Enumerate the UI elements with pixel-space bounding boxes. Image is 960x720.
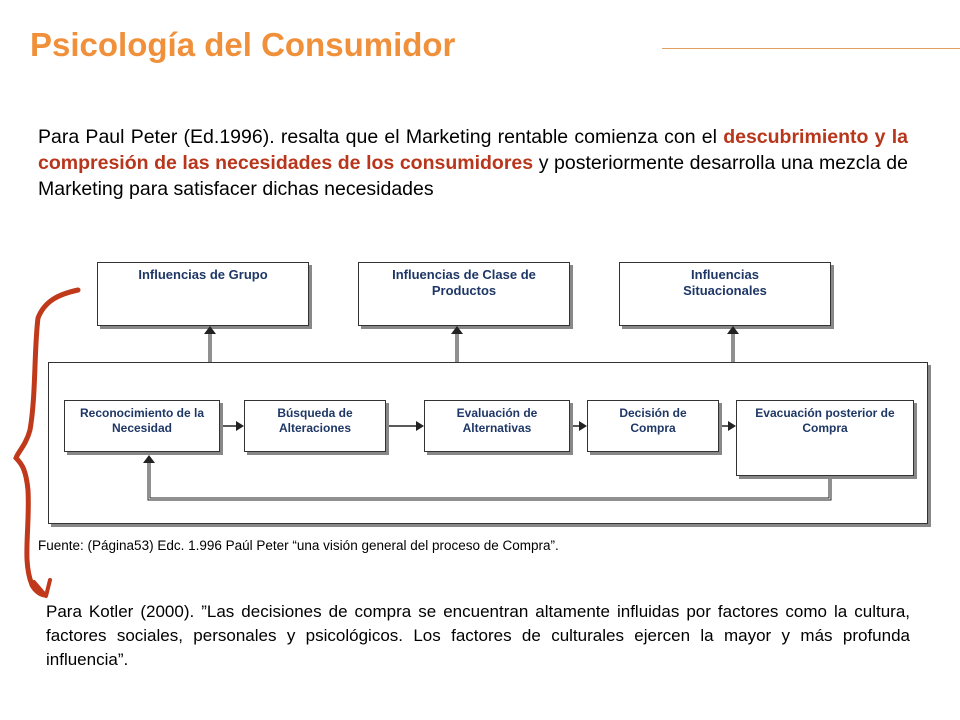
arrow-step-1-2 [223, 421, 244, 431]
arrow-step-4-5 [722, 421, 736, 431]
intro-text-b: y posteriormente desarrolla una mezcla de Marketing para satisfacer dichas necesidades [38, 152, 908, 200]
arrow-step-2-3 [389, 421, 424, 431]
source-caption: Fuente: (Página53) Edc. 1.996 Paúl Peter “una visión general del proceso de Compra”. [38, 538, 559, 553]
step-label-evaluation: Evaluación de Alternativas [456, 406, 538, 435]
arrow-up-group [204, 326, 216, 362]
step-label-decision: Decisión de Compra [619, 406, 687, 435]
arrow-step-3-4 [573, 421, 587, 431]
arrow-up-situational [727, 326, 739, 362]
step-label-post-purchase: Evacuación posterior de Compra [755, 406, 895, 435]
influence-label-situational: Influencias Situacionales [683, 267, 767, 298]
step-label-search: Búsqueda de Alteraciones [277, 406, 353, 435]
feedback-loop-arrow [143, 455, 830, 499]
influence-label-class: Influencias de Clase de Productos [392, 267, 536, 298]
intro-text-a: Para Paul Peter (Ed.1996). resalta que el Marketing rentable comienza con el [38, 126, 724, 148]
kotler-paragraph: Para Kotler (2000). ”Las decisiones de compra se encuentran altamente influidas por factores como la cultura, factores sociales, personales y psicológicos. Los factores de culturales ejercen la mayor y más profunda influencia”. [46, 602, 910, 669]
influence-label-group: Influencias de Grupo [138, 267, 268, 282]
page-title: Psicología del Consumidor [30, 26, 456, 63]
step-label-recognition: Reconocimiento de la Necesidad [79, 406, 205, 435]
intro-highlight: descubrimiento y la compresión de las necesidades de los consumidores [38, 126, 908, 174]
arrow-up-class [451, 326, 463, 362]
